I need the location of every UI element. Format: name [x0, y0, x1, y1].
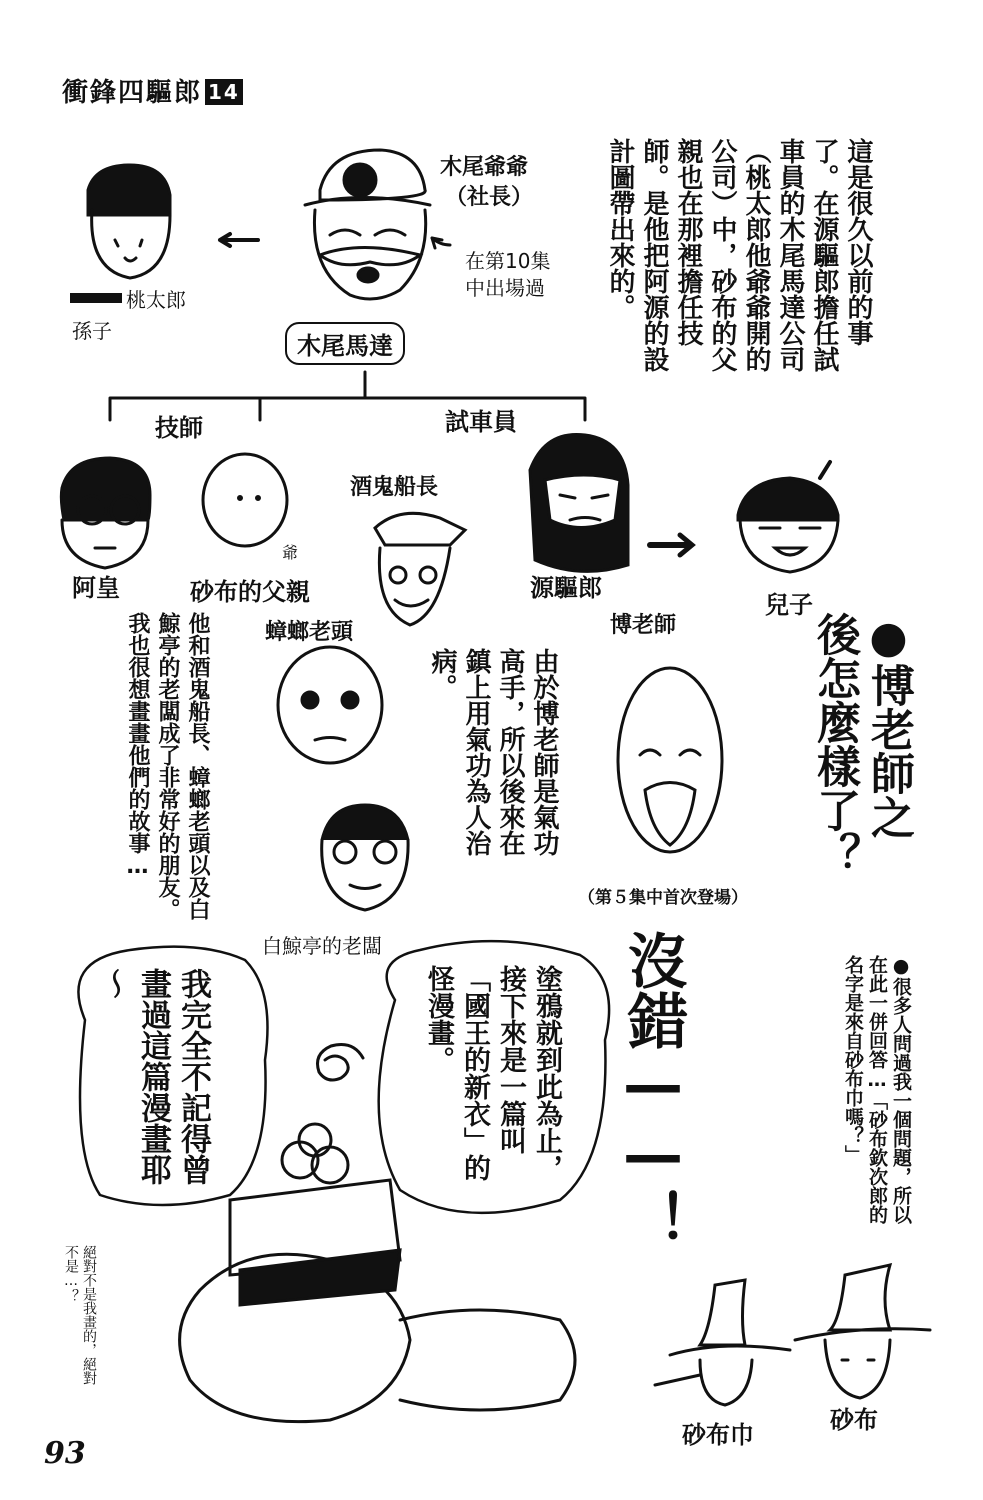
- ahuang-face: [61, 458, 150, 568]
- company-box: 木尾馬達: [285, 322, 405, 365]
- redacted-mark: [70, 293, 122, 303]
- son-face: [738, 462, 838, 572]
- whale-boss-face: [322, 805, 408, 910]
- grandpa-note-1: 在第10集: [465, 249, 551, 273]
- label-master: 博老師: [610, 613, 677, 638]
- label-roach: 蟑螂老頭: [265, 620, 354, 645]
- grandpa-face: [305, 150, 430, 299]
- sabu-father-face: [203, 454, 287, 546]
- title-text: 衝鋒四驅郎: [62, 78, 203, 108]
- label-whale-boss: 白鯨亭的老闆: [262, 934, 382, 958]
- first-appearance-note: （第５集中首次登場）: [578, 888, 748, 908]
- grandson-name: 桃太郎: [126, 288, 186, 312]
- grandson-label: [70, 284, 186, 313]
- label-captain: 酒鬼船長: [350, 475, 439, 500]
- grandpa-name: 木尾爺爺: [440, 155, 529, 180]
- intro-text: 這是很久以前的事了。在源驅郎擔任試車員的木尾馬達公司（桃太郎他爺爺開的公司）中，砂布的父親也在那裡擔任技師。是他把阿源的設計圖帶出來的。: [605, 138, 873, 372]
- master-face: [618, 668, 722, 852]
- answer-exclaim: 沒錯——！: [618, 930, 688, 1250]
- label-sabu-father: 砂布的父親: [190, 578, 310, 606]
- label-towel: 砂布巾: [682, 1421, 754, 1449]
- grandpa-role: （社長）: [445, 185, 534, 210]
- master-title: ●博老師之後怎麼樣了？: [809, 612, 914, 876]
- sabu-figure: [795, 1265, 930, 1398]
- denial-text: 絕對不是我畫的，絕對不是…？: [63, 1245, 97, 1385]
- towel-figure: [655, 1280, 790, 1405]
- friends-description: 他和酒鬼船長、蟑螂老頭以及白鯨亭的老闆成了非常好的朋友。我也很想畫畫他們的故事…: [125, 612, 210, 920]
- captain-face: [375, 513, 465, 625]
- gen-face: [530, 434, 628, 571]
- doodle-text: 塗鴉就到此為止，接下來是一篇叫「國王的新衣」的怪漫畫。: [423, 965, 562, 1181]
- roach-face: [278, 647, 382, 763]
- label-ahuang: 阿皇: [72, 574, 120, 602]
- grandpa-note-2: 中出場過: [465, 276, 545, 300]
- master-description: 由於博老師是氣功高手，所以後來在鎮上用氣功為人治病。: [427, 648, 559, 856]
- question-text: ●很多人問過我一個問題，所以在此一併回答…「砂布欽次郎的名字是來自砂布巾嗎？」: [842, 955, 912, 1224]
- grandson-relation: 孫子: [72, 319, 112, 343]
- role-engineer: 技師: [155, 414, 203, 442]
- book-title: [62, 72, 243, 109]
- label-sabu-father-note: 爺: [282, 543, 299, 562]
- label-gen: 源驅郎: [530, 574, 602, 602]
- forgot-text: 我完全不記得曾畫過這篇漫畫耶～: [95, 968, 211, 1185]
- grandson-face: [88, 165, 170, 278]
- volume-badge: 14: [205, 79, 243, 105]
- page-number: 93: [44, 1436, 86, 1471]
- role-driver: 試車員: [445, 408, 517, 436]
- label-sabu: 砂布: [830, 1406, 878, 1434]
- label-son: 兒子: [765, 591, 813, 619]
